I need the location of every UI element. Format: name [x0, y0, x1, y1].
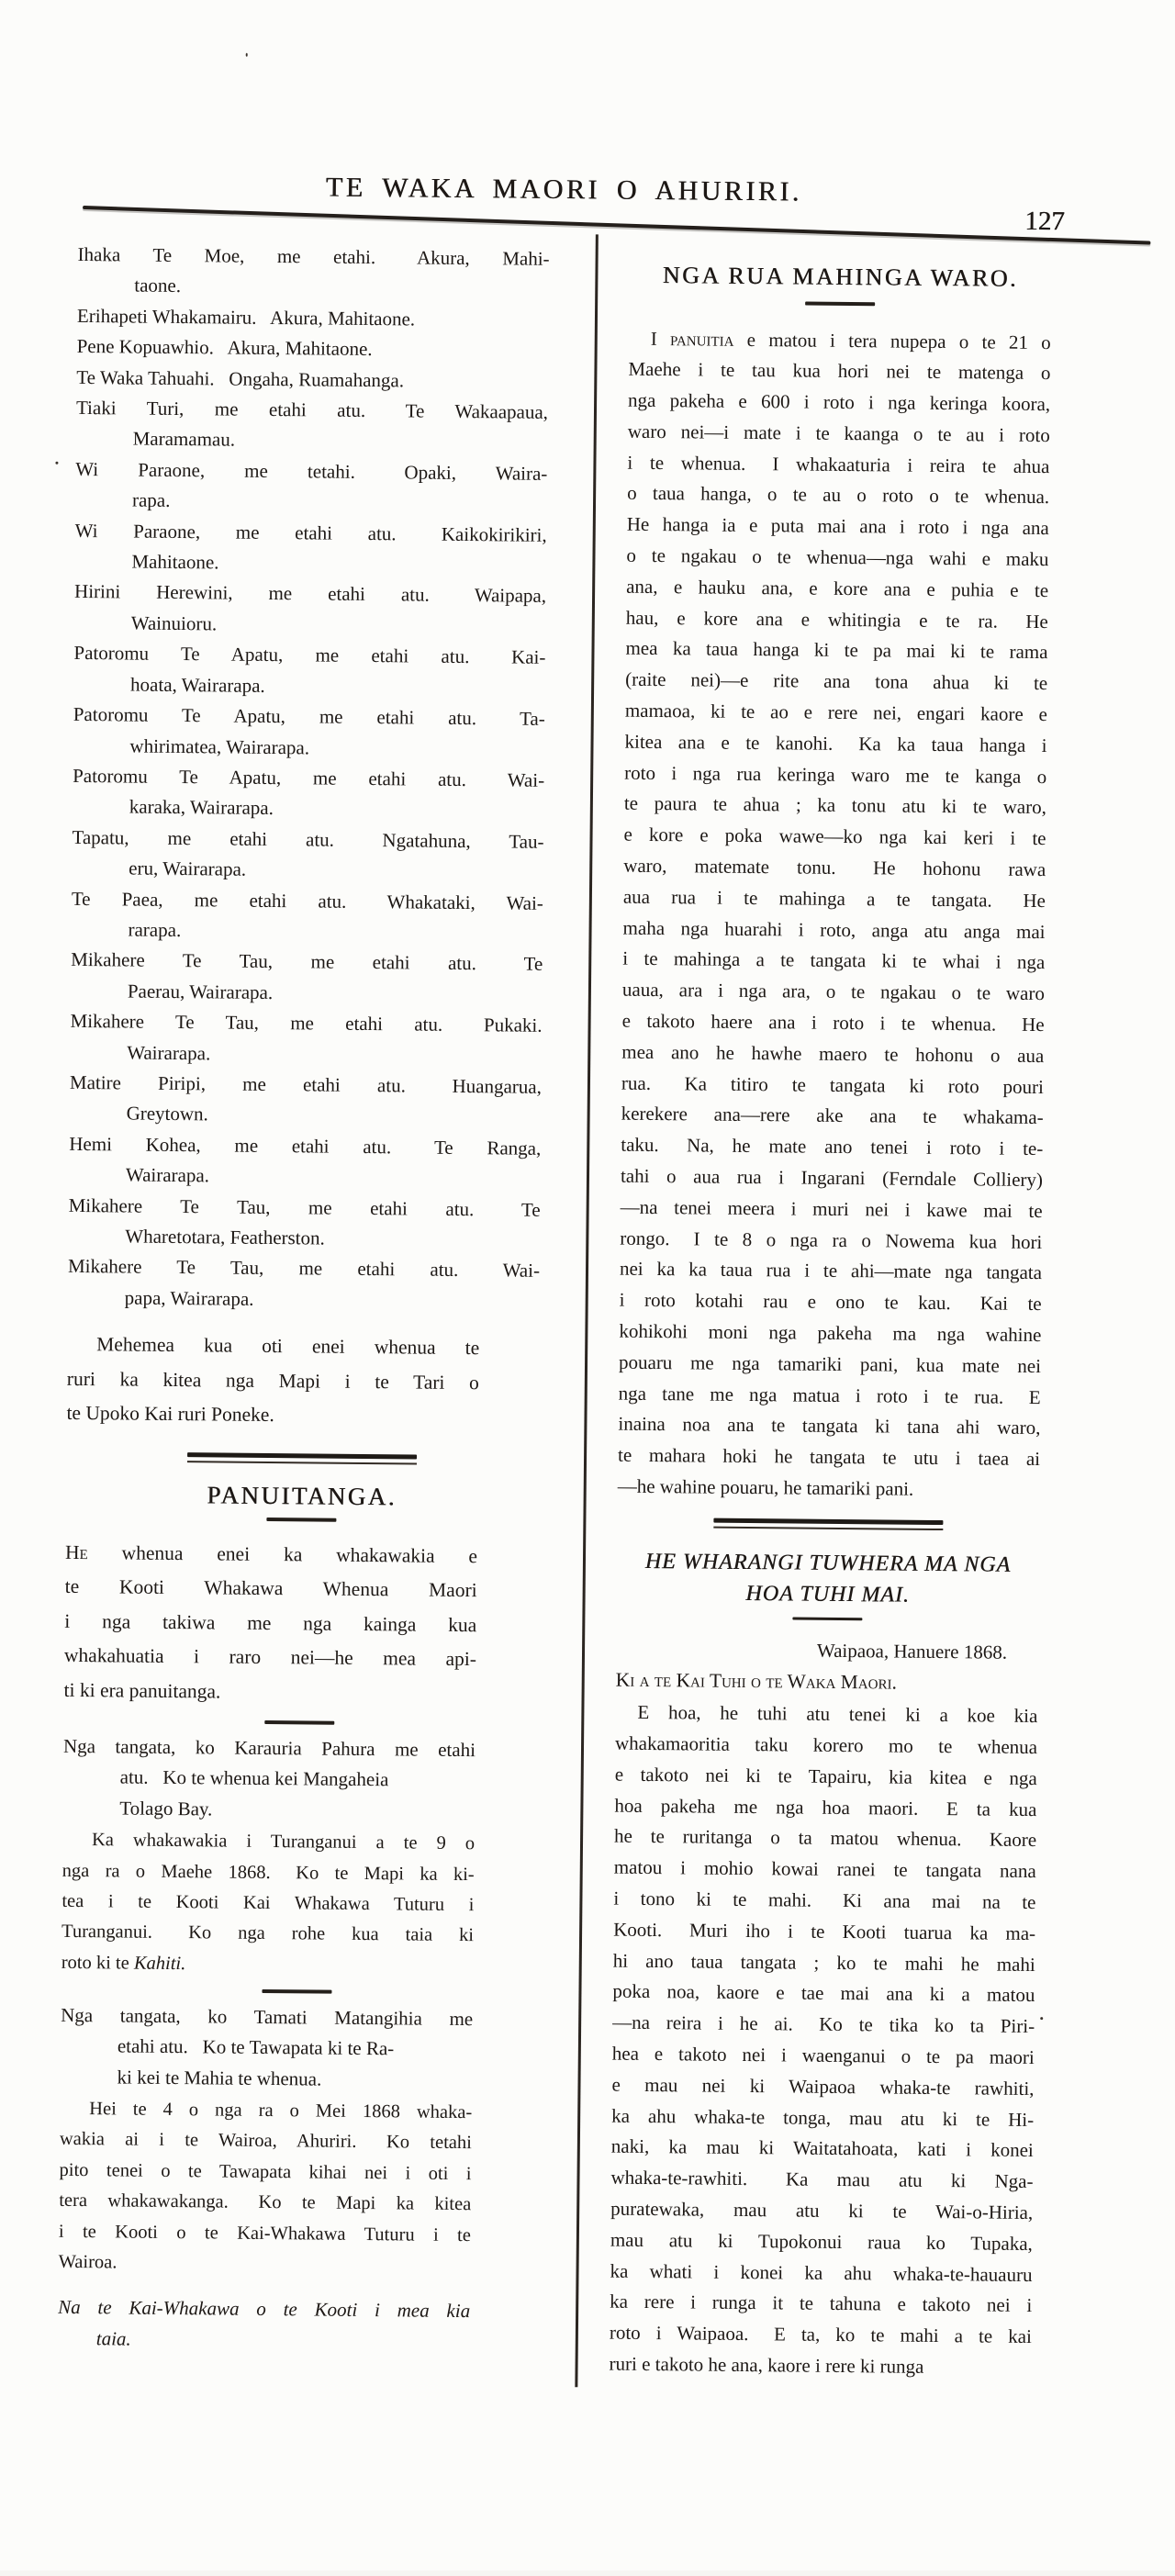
- text-line: Mikahere Te Tau, me etahi atu. Te: [71, 948, 543, 976]
- text-line: nga tane me nga matua i roto i te rua. E: [618, 1382, 1041, 1408]
- text-line: ka ahu whaka-te tonga, mau atu ki te Hi-: [611, 2104, 1035, 2131]
- page-title: TE WAKA MAORI O AHURIRI.: [325, 172, 802, 207]
- text-line: whakahuatia i raro nei—he mea api-: [63, 1644, 477, 1671]
- text-line: inaina noa ana te tangata ki tana ahi waro,: [618, 1413, 1041, 1439]
- text-line: Kooti. Muri iho i te Kooti tuarua ka ma-: [613, 1918, 1036, 1944]
- column-divider: [575, 234, 598, 2387]
- text-line: Mikahere Te Tau, me etahi atu. Pukaki.: [70, 1010, 543, 1036]
- text-line: rongo. I te 8 o nga ra o Nowema kua hori: [620, 1226, 1043, 1253]
- text-line: Mahitaone.: [131, 550, 219, 574]
- text-line: Tapatu, me etahi atu. Ngatahuna, Tau-: [72, 825, 544, 853]
- list-item: [76, 393, 549, 459]
- rule-b: [264, 1720, 334, 1724]
- list-item: [74, 577, 547, 643]
- text-line: pito tenei o te Tawapata kihai nei i oti i: [59, 2159, 472, 2184]
- text-line: waro nei—i mate i te kaanga o te au i roto: [627, 420, 1050, 447]
- text-line: e takoto haere ana i roto i te whenua. He: [621, 1009, 1045, 1036]
- text-line: Tiaki Turi, me etahi atu. Te Wakaapaua,: [75, 396, 549, 423]
- text-line: i te Kooti o te Kai-Whakawa Tuturu i te: [58, 2221, 472, 2246]
- text-line: hi ano taua tangata ; ko te mahi he mahi: [612, 1949, 1035, 1976]
- text-line: Ihaka Te Moe, me etahi. Akura, Mahi-: [77, 242, 550, 270]
- text-line: Matire Piripi, me etahi atu. Huangarua,: [69, 1070, 543, 1098]
- ink-speck: [246, 53, 248, 57]
- text-line: i te mahinga a te tangata ki te whai i nga: [622, 947, 1046, 974]
- double-rule-left: [187, 1452, 417, 1464]
- text-line: etahi atu. Ko te Tawapata ki te Ra-: [117, 2034, 395, 2060]
- list-item: [77, 240, 550, 306]
- nga-rua-heading: NGA RUA MAHINGA WARO.: [662, 262, 1019, 292]
- right-column: [609, 259, 1051, 2384]
- text-line: e takoto nei ki te Tapairu, kia kitea e nga: [614, 1763, 1037, 1789]
- text-line: mau atu ki Tupokonui raua ko Tupaka,: [610, 2228, 1033, 2255]
- text-line: mea ano he hawhe maero te hohonu o aua: [621, 1040, 1045, 1067]
- text-line: Maehe i te tau kua hori nei te matenga o: [628, 358, 1051, 385]
- text-line: Paerau, Wairarapa.: [127, 980, 274, 1003]
- karauria-item: [62, 1731, 476, 1828]
- text-line: hoa pakeha me nga hoa maori. E ta kua: [614, 1794, 1037, 1820]
- text-line: hau, e kore ana e whitingia e te ra. He: [625, 606, 1048, 633]
- page-number: 127: [1024, 206, 1065, 237]
- name-list: [68, 240, 550, 1317]
- text-line: naki, ka mau ki Waitatahoata, kati i konei: [610, 2135, 1034, 2162]
- text-line: E hoa, he tuhi atu tenei ki a koe kia: [637, 1701, 1038, 1728]
- text-line: wakia ai i te Wairoa, Ahuriri. Ko tetahi: [59, 2129, 472, 2154]
- text-line: tahi o aua rua i Ingarani (Ferndale Colliery): [620, 1164, 1044, 1192]
- ink-speck: [1040, 2017, 1043, 2020]
- text-line: i tono ki te mahi. Ki ana mai na te: [613, 1887, 1036, 1914]
- text-line: Wairoa.: [58, 2251, 118, 2273]
- text-line: roto i Waipaoa. E ta, ko te mahi a te kai: [609, 2321, 1033, 2348]
- list-item: [68, 1251, 541, 1317]
- text-line: Te Waka Tahuahi. Ongaha, Ruamahanga.: [76, 365, 405, 391]
- mehemea-para: [66, 1327, 479, 1435]
- text-line: matou i mohio kowai ranei te tangata nana: [613, 1855, 1036, 1883]
- text-line: poka noa, kaore e tae mai ana ki a matou: [612, 1980, 1035, 2007]
- list-item: [73, 700, 545, 766]
- text-line: Pene Kopuawhio. Akura, Mahitaone.: [76, 335, 373, 361]
- text-line: atu. Ko te whenua kei Mangaheia: [119, 1765, 389, 1791]
- text-line: karaka, Wairarapa.: [129, 795, 274, 820]
- text-line: (raite nei)—e rite ana tona ahua ki te: [625, 667, 1048, 695]
- text-line: He hanga ia e puta mai ana i roto i nga ana: [626, 512, 1049, 540]
- list-item: [73, 638, 546, 704]
- text-line: Greytown.: [126, 1102, 208, 1126]
- text-line: Wi Paraone, me tetahi. Opaki, Waira-: [75, 457, 548, 485]
- list-item: [76, 331, 548, 366]
- list-item: [69, 1068, 542, 1134]
- text-line: Wairarapa.: [125, 1163, 210, 1187]
- text-line: whakamaoritia taku korero mo te whenua: [614, 1731, 1038, 1759]
- text-line: taku. Na, he mate ano tenei i roto i te-: [621, 1133, 1044, 1160]
- text-line: eru, Wairarapa.: [129, 857, 247, 880]
- list-item: [70, 1006, 543, 1072]
- masthead-rule: [83, 206, 1150, 245]
- list-item: [74, 516, 547, 582]
- list-item: [77, 301, 549, 336]
- dateline: Waipaoa, Hanuere 1868.: [816, 1640, 1008, 1664]
- text-line: roto i nga rua keringa waro me te kanga o: [624, 761, 1047, 788]
- text-line: Wharetotara, Featherston.: [125, 1225, 325, 1249]
- text-line: Nga tangata, ko Karauria Pahura me etahi: [62, 1734, 476, 1762]
- panuitanga-heading: PANUITANGA.: [207, 1481, 397, 1511]
- e-hoa-para: [609, 1697, 1037, 2384]
- text-line: ruri ka kitea nga Mapi i te Tari o: [66, 1367, 479, 1394]
- text-line: —na tenei meera i muri nei i kawe mai te: [620, 1195, 1043, 1222]
- waro-para: [618, 323, 1051, 1506]
- text-line: taone.: [134, 274, 182, 297]
- text-line: Na te Kai-Whakawa o te Kooti i mea kia: [58, 2296, 471, 2323]
- text-line: roto ki te Kahiti.: [61, 1952, 186, 1974]
- text-line: Erihapeti Whakamairu. Akura, Mahitaone.: [76, 304, 416, 330]
- list-item: [72, 823, 544, 889]
- text-line: I panuitia e matou i tera nupepa o te 21 o: [650, 327, 1051, 353]
- text-line: puratewaka, mau atu ki te Wai-o-Hiria,: [610, 2197, 1034, 2224]
- rule-d: [805, 302, 875, 306]
- text-line: rapa.: [131, 488, 171, 512]
- text-line: waro, matemate tonu. He hohonu rawa: [623, 854, 1046, 881]
- text-line: tea i te Kooti Kai Whakawa Tuturu i: [62, 1890, 475, 1916]
- text-line: Hemi Kohea, me etahi atu. Te Ranga,: [69, 1132, 542, 1159]
- text-line: He whenua enei ka whakawakia e: [64, 1540, 478, 1567]
- double-rule-right: [713, 1518, 943, 1529]
- list-item: [69, 1129, 542, 1195]
- text-line: Tolago Bay.: [119, 1797, 213, 1820]
- text-line: Wi Paraone, me etahi atu. Kaikokirikiri,: [74, 519, 547, 546]
- text-line: te paura te ahua ; ka tonu atu ki te waro,: [623, 792, 1047, 819]
- text-line: Patoromu Te Apatu, me etahi atu. Kai-: [73, 642, 546, 669]
- left-column: [58, 240, 550, 2358]
- text-line: whaka-te-rawhiti. Ka mau atu ki Nga-: [610, 2166, 1034, 2193]
- text-line: Te Paea, me etahi atu. Whakataki, Wai-: [71, 887, 543, 914]
- text-line: —he wahine pouaru, he tamariki pani.: [617, 1474, 914, 1500]
- wharangi-heading: HE WHARANGI TUWHERA MA NGA HOA TUHI MAI.: [644, 1549, 1012, 1607]
- text-line: maha nga huarahi i roto, anga atu anga mai: [622, 916, 1046, 943]
- ka-whakawakia-para: [62, 1825, 476, 1982]
- text-line: Mikahere Te Tau, me etahi atu. Wai-: [67, 1255, 541, 1282]
- text-line: i nga takiwa me nga kainga kua: [64, 1609, 477, 1636]
- text-line: rarapa.: [128, 918, 182, 941]
- text-line: Hirini Herewini, me etahi atu. Waipapa,: [73, 580, 547, 608]
- text-line: mea ka taua hanga ki te pa mai ki te rama: [625, 637, 1048, 664]
- text-line: ana, e hauku ana, e kore ana e puhia e te: [626, 575, 1049, 601]
- text-line: whirimatea, Wairarapa.: [129, 734, 310, 758]
- text-line: nei ka ka taua rua i te ahi—mate nga tangata: [619, 1258, 1043, 1284]
- text-line: Turanganui. Ko nga rohe kua taia ki: [61, 1921, 475, 1946]
- salutation: Ki a te Kai Tuhi o te Waka Maori.: [615, 1668, 897, 1694]
- text-line: i roto kotahi rau e ono te kau. Kai te: [619, 1288, 1042, 1316]
- text-line: taia.: [95, 2327, 131, 2350]
- list-item: [75, 454, 548, 521]
- text-line: pouaru me nga tamariki pani, kua mate nei: [618, 1350, 1042, 1377]
- rule-e: [792, 1617, 862, 1620]
- text-line: o taua hanga, o te au o roto o te whenua.: [627, 482, 1050, 509]
- text-line: kitea ana e te kanohi. Ka ka taua hanga i: [624, 730, 1047, 756]
- list-item: [60, 2000, 473, 2097]
- na-te-kai-para: [58, 2292, 471, 2358]
- list-item: [76, 363, 548, 398]
- text-line: kohikohi moni nga pakeha ma nga wahine: [619, 1319, 1042, 1347]
- text-line: nga pakeha e 600 i roto i nga keringa koora,: [628, 388, 1051, 416]
- rule-c: [262, 1989, 331, 1993]
- ink-speck: [55, 462, 58, 465]
- list-item: [68, 1190, 541, 1256]
- text-line: ki kei te Mahia te whenua.: [117, 2065, 322, 2090]
- text-line: uaua, ara i nga ara, o te ngakau o te waro: [621, 978, 1046, 1005]
- text-line: tera whakawakanga. Ko te Mapi ka kitea: [59, 2190, 472, 2215]
- text-line: Mikahere Te Tau, me etahi atu. Te: [68, 1193, 541, 1221]
- text-line: Nga tangata, ko Tamati Matangihia me: [61, 2003, 474, 2030]
- text-line: e mau nei ki Waipaoa whaka-te rawhiti,: [611, 2073, 1035, 2100]
- hei-te-4-para: [58, 2094, 472, 2282]
- he-whenua-para: [63, 1535, 477, 1711]
- text-line: hoata, Wairarapa.: [130, 673, 265, 697]
- text-line: i te whenua. I whakaaturia i reira te ahua: [627, 451, 1050, 477]
- list-item: [71, 945, 543, 1011]
- text-line: Hei te 4 o nga ra o Mei 1868 whaka-: [89, 2099, 473, 2123]
- text-line: ruri e takoto he ana, kaore i rere ki runga: [609, 2352, 924, 2378]
- text-line: ka whati i konei ka ahu whaka-te-hauauru: [610, 2259, 1033, 2286]
- text-line: Wainuioru.: [130, 611, 218, 635]
- text-line: mamaoa, ki te ao e rere nei, engari kaore e: [624, 699, 1047, 726]
- text-line: Mehemea kua oti enei whenua te: [96, 1333, 480, 1360]
- text-line: nga ra o Maehe 1868. Ko te Mapi ka ki-: [62, 1860, 475, 1885]
- text-line: te Kooti Whakawa Whenua Maori: [64, 1574, 477, 1602]
- text-line: ti ki era panuitanga.: [63, 1678, 221, 1703]
- text-line: rua. Ka titiro te tangata ki roto pouri: [621, 1071, 1045, 1098]
- tamati-item: [60, 2000, 473, 2097]
- text-line: Wairarapa.: [127, 1041, 211, 1064]
- rule-a: [266, 1518, 336, 1521]
- text-line: Patoromu Te Apatu, me etahi atu. Wai-: [73, 764, 545, 791]
- text-line: te Upoko Kai ruri Poneke.: [66, 1402, 274, 1427]
- text-line: ka rere i runga it te tahuna e takoto nei i: [610, 2290, 1033, 2317]
- text-line: —na reira i he ai. Ko te tika ko ta Piri-: [612, 2010, 1035, 2038]
- text-line: hea e takoto nei i waenganui o te pa maori: [611, 2042, 1035, 2069]
- text-line: aua rua i te mahinga a te tangata. He: [622, 885, 1046, 912]
- text-line: kerekere ana—rere ake ana te whakama-: [621, 1103, 1044, 1129]
- text-line: o te ngakau o te whenua—nga wahi e maku: [626, 543, 1049, 571]
- text-line: Patoromu Te Apatu, me etahi atu. Ta-: [73, 703, 545, 730]
- text-line: he te ruritanga o ta matou whenua. Kaore: [613, 1825, 1037, 1852]
- list-item: [71, 883, 543, 949]
- text-line: Ka whakawakia i Turanganui a te 9 o: [91, 1830, 476, 1854]
- text-line: papa, Wairarapa.: [124, 1286, 254, 1310]
- text-line: Maramamau.: [132, 427, 236, 452]
- list-item: [62, 1731, 476, 1828]
- text-line: e kore e poka wawe—ko nga kai keri i te: [623, 823, 1046, 850]
- text-line: te mahara hoki he tangata te utu i taea ai: [617, 1443, 1041, 1471]
- list-item: [73, 761, 545, 827]
